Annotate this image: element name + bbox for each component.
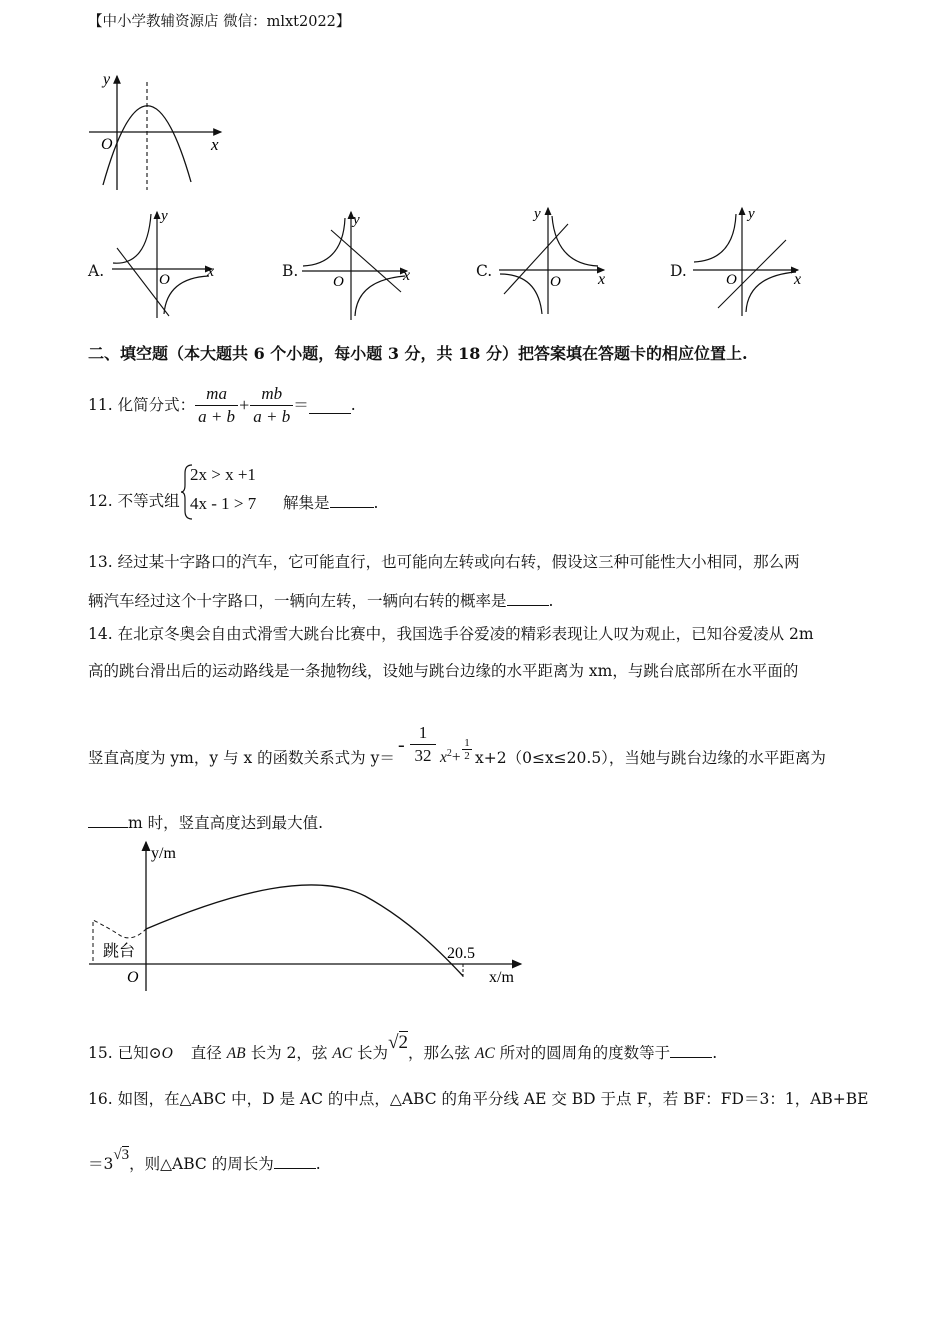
- answer-blank-12[interactable]: [330, 491, 374, 508]
- answer-blank-13[interactable]: [507, 589, 549, 606]
- question-14-line3a: 竖直高度为 ym，y 与 x 的函数关系式为 y＝: [88, 749, 395, 767]
- fraction-1-2: 1 2: [462, 737, 472, 762]
- origin-label: O: [101, 136, 113, 153]
- answer-blank-15[interactable]: [670, 1041, 712, 1058]
- answer-blank-11[interactable]: [309, 397, 351, 414]
- parabola-figure: [85, 68, 235, 198]
- y-label: y/m: [151, 845, 176, 862]
- option-d-label: D.: [670, 262, 687, 280]
- option-c-graph: [494, 202, 614, 317]
- question-14-line4: m 时，竖直高度达到最大值.: [88, 811, 323, 833]
- question-13-line1: 13. 经过某十字路口的汽车，它可能直行，也可能向左转或向右转，假设这三种可能性大小相同，那么两: [88, 553, 800, 571]
- svg-text:O: O: [726, 272, 737, 288]
- fraction-ma: $\frac{ma}{a + b}$: [195, 383, 238, 428]
- question-14-line3b: x+2（0≤x≤20.5），当她与跳台边缘的水平距离为: [475, 749, 826, 767]
- svg-text:y: y: [161, 208, 168, 224]
- option-b-graph: [297, 208, 417, 323]
- inequality-2: 4x - 1 > 7: [190, 494, 257, 513]
- svg-text:y: y: [748, 206, 755, 222]
- end-label: 20.5: [447, 945, 475, 962]
- fraction-mb: $\frac{mb}{a + b}$: [250, 383, 293, 428]
- svg-text:x: x: [403, 267, 411, 284]
- answer-blank-16[interactable]: [274, 1152, 316, 1169]
- svg-text:x: x: [598, 271, 606, 288]
- option-c-label: C.: [476, 262, 493, 280]
- x-label: x: [211, 135, 219, 154]
- quadratic-term: $x^2+$: [440, 748, 461, 767]
- header-watermark: 【中小学教辅资源店 微信：mlxt2022】: [88, 14, 351, 30]
- question-16-line1: 16. 如图，在△ABC 中，D 是 AC 的中点，△ABC 的角平分线 AE 交 BD 于点 F，若 BF：FD＝3：1，AB+BE: [88, 1090, 869, 1108]
- svg-text:y: y: [353, 212, 360, 228]
- question-15: 15. 已知⊙O 直径 AB 长为 2，弦 AC 长为√2，那么弦 AC 所对的圆周角的度数等于 .: [88, 1032, 718, 1062]
- option-d-graph: [688, 204, 808, 319]
- trajectory-curve: [146, 885, 463, 976]
- svg-text:x: x: [207, 263, 215, 280]
- question-14-line1: 14. 在北京冬奥会自由式滑雪大跳台比赛中，我国选手谷爱凌的精彩表现让人叹为观止，已知谷爱凌从 2m: [88, 625, 814, 643]
- y-label: y: [103, 71, 111, 88]
- question-16-line2: ＝3√3，则△ABC 的周长为 .: [88, 1147, 321, 1173]
- inequality-1: 2x > x +1: [190, 465, 256, 484]
- ski-jump-figure: [85, 836, 535, 996]
- answer-blank-14[interactable]: [88, 811, 128, 828]
- svg-text:O: O: [333, 274, 344, 290]
- fraction-1-32: 1 32: [410, 722, 436, 767]
- platform-label: 跳台: [103, 943, 136, 960]
- svg-text:O: O: [550, 274, 561, 290]
- question-11: 11. 化简分式： $\frac{ma}{a + b}$ + $\frac{mb}{a + b}$ ＝ .: [88, 383, 356, 426]
- minus-sign: -: [398, 734, 405, 756]
- question-14-line2: 高的跳台滑出后的运动路线是一条抛物线，设她与跳台边缘的水平距离为 xm，与跳台底部所在水平面的: [88, 662, 799, 680]
- option-b-label: B.: [282, 262, 299, 280]
- origin-label: O: [127, 969, 139, 986]
- svg-text:O: O: [159, 272, 170, 288]
- option-a-graph: [107, 206, 222, 321]
- svg-text:x: x: [794, 271, 802, 288]
- question-13-line2: 辆汽车经过这个十字路口，一辆向左转，一辆向右转的概率是 .: [88, 589, 553, 611]
- question-12-tail: 解集是 .: [283, 491, 378, 513]
- question-12-label: 12. 不等式组: [88, 492, 180, 510]
- x-label: x/m: [489, 969, 514, 986]
- option-a-label: A.: [88, 262, 105, 280]
- section-heading: 二、填空题（本大题共 6 个小题，每小题 3 分，共 18 分）把答案填在答题卡的相应位置上.: [88, 344, 748, 363]
- svg-text:y: y: [534, 206, 541, 222]
